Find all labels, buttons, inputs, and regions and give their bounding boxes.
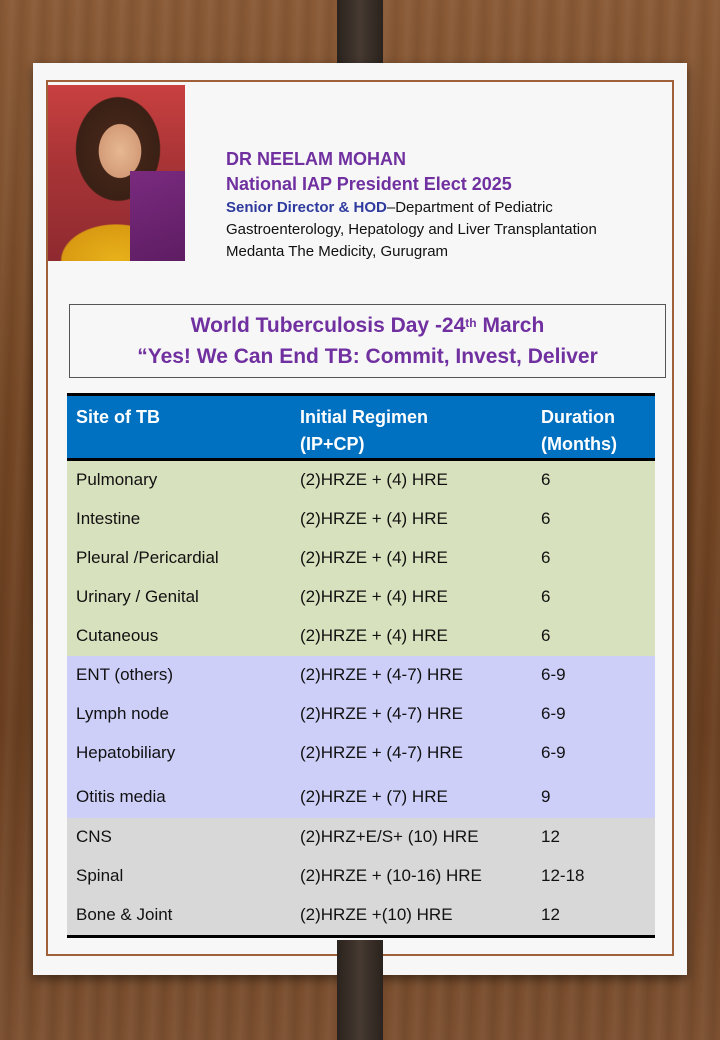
cell-site: Intestine <box>76 509 141 528</box>
cell-duration: 12 <box>541 905 560 924</box>
hospital-name: Medanta The Medicity, Gurugram <box>226 243 449 260</box>
cell-duration: 9 <box>541 787 551 806</box>
table-row <box>67 461 655 500</box>
cell-duration: 6 <box>541 509 551 528</box>
header-regimen: Initial Regimen (IP+CP) <box>300 407 429 454</box>
header-duration: Duration (Months) <box>541 407 617 454</box>
table-row <box>67 539 655 578</box>
table-row <box>67 617 655 656</box>
table-row <box>67 857 655 896</box>
cell-regimen: (2)HRZ+E/S+ (10) HRE <box>300 827 479 846</box>
table-row <box>67 656 655 695</box>
role-line <box>226 197 686 219</box>
header-site: Site of TB <box>76 407 160 427</box>
cell-regimen: (2)HRZE + (4) HRE <box>300 548 448 567</box>
table-row <box>67 734 655 773</box>
table-row <box>67 500 655 539</box>
cell-duration: 6-9 <box>541 665 566 684</box>
cell-site: Cutaneous <box>76 626 159 645</box>
cell-site: Lymph node <box>76 704 169 723</box>
doctor-portrait-photo <box>48 85 185 261</box>
department-line-1: –Department of Pediatric <box>386 199 553 216</box>
cell-regimen: (2)HRZE + (10-16) HRE <box>300 866 482 885</box>
banner-line-2: “Yes! We Can End TB: Commit, Invest, Deliver <box>137 345 598 368</box>
cell-site: Bone & Joint <box>76 905 173 924</box>
cell-regimen: (2)HRZE + (4-7) HRE <box>300 743 463 762</box>
cell-site: Spinal <box>76 866 124 885</box>
table-row <box>67 773 655 818</box>
cell-duration: 12-18 <box>541 866 585 885</box>
cell-regimen: (2)HRZE + (4) HRE <box>300 470 448 489</box>
cell-regimen: (2)HRZE + (4) HRE <box>300 587 448 606</box>
cell-duration: 6 <box>541 548 551 567</box>
cell-regimen: (2)HRZE + (4) HRE <box>300 626 448 645</box>
cell-regimen: (2)HRZE + (7) HRE <box>300 787 448 806</box>
banner-line-1: World Tuberculosis Day -24th March <box>190 314 545 337</box>
doctor-role: Senior Director & HOD <box>226 199 387 216</box>
table-row <box>67 578 655 617</box>
table-row <box>67 818 655 857</box>
cell-regimen: (2)HRZE +(10) HRE <box>300 905 453 924</box>
cell-duration: 6 <box>541 626 551 645</box>
poster-card <box>33 63 687 975</box>
doctor-title: National IAP President Elect 2025 <box>226 174 512 194</box>
table-row <box>67 896 655 935</box>
cell-site: Pleural /Pericardial <box>76 548 219 567</box>
department-line-2: Gastroenterology, Hepatology and Liver Transplantation <box>226 221 597 238</box>
cell-duration: 12 <box>541 827 560 846</box>
tb-regimen-table <box>67 393 655 938</box>
event-banner <box>69 304 666 378</box>
doctor-info <box>226 147 686 263</box>
cell-duration: 6-9 <box>541 704 566 723</box>
cell-duration: 6 <box>541 587 551 606</box>
cell-site: ENT (others) <box>76 665 173 684</box>
cell-regimen: (2)HRZE + (4-7) HRE <box>300 704 463 723</box>
cell-regimen: (2)HRZE + (4) HRE <box>300 509 448 528</box>
cell-site: CNS <box>76 827 112 846</box>
table-header <box>67 393 655 461</box>
cell-site: Pulmonary <box>76 470 158 489</box>
cell-duration: 6 <box>541 470 551 489</box>
table-row <box>67 695 655 734</box>
cell-site: Hepatobiliary <box>76 743 176 762</box>
portrait-garment <box>130 171 185 261</box>
cell-site: Urinary / Genital <box>76 587 199 606</box>
cell-regimen: (2)HRZE + (4-7) HRE <box>300 665 463 684</box>
doctor-name: DR NEELAM MOHAN <box>226 149 406 169</box>
cell-site: Otitis media <box>76 787 166 806</box>
cell-duration: 6-9 <box>541 743 566 762</box>
hanging-strap-bottom <box>337 940 383 1040</box>
table-bottom-rule <box>67 935 655 938</box>
